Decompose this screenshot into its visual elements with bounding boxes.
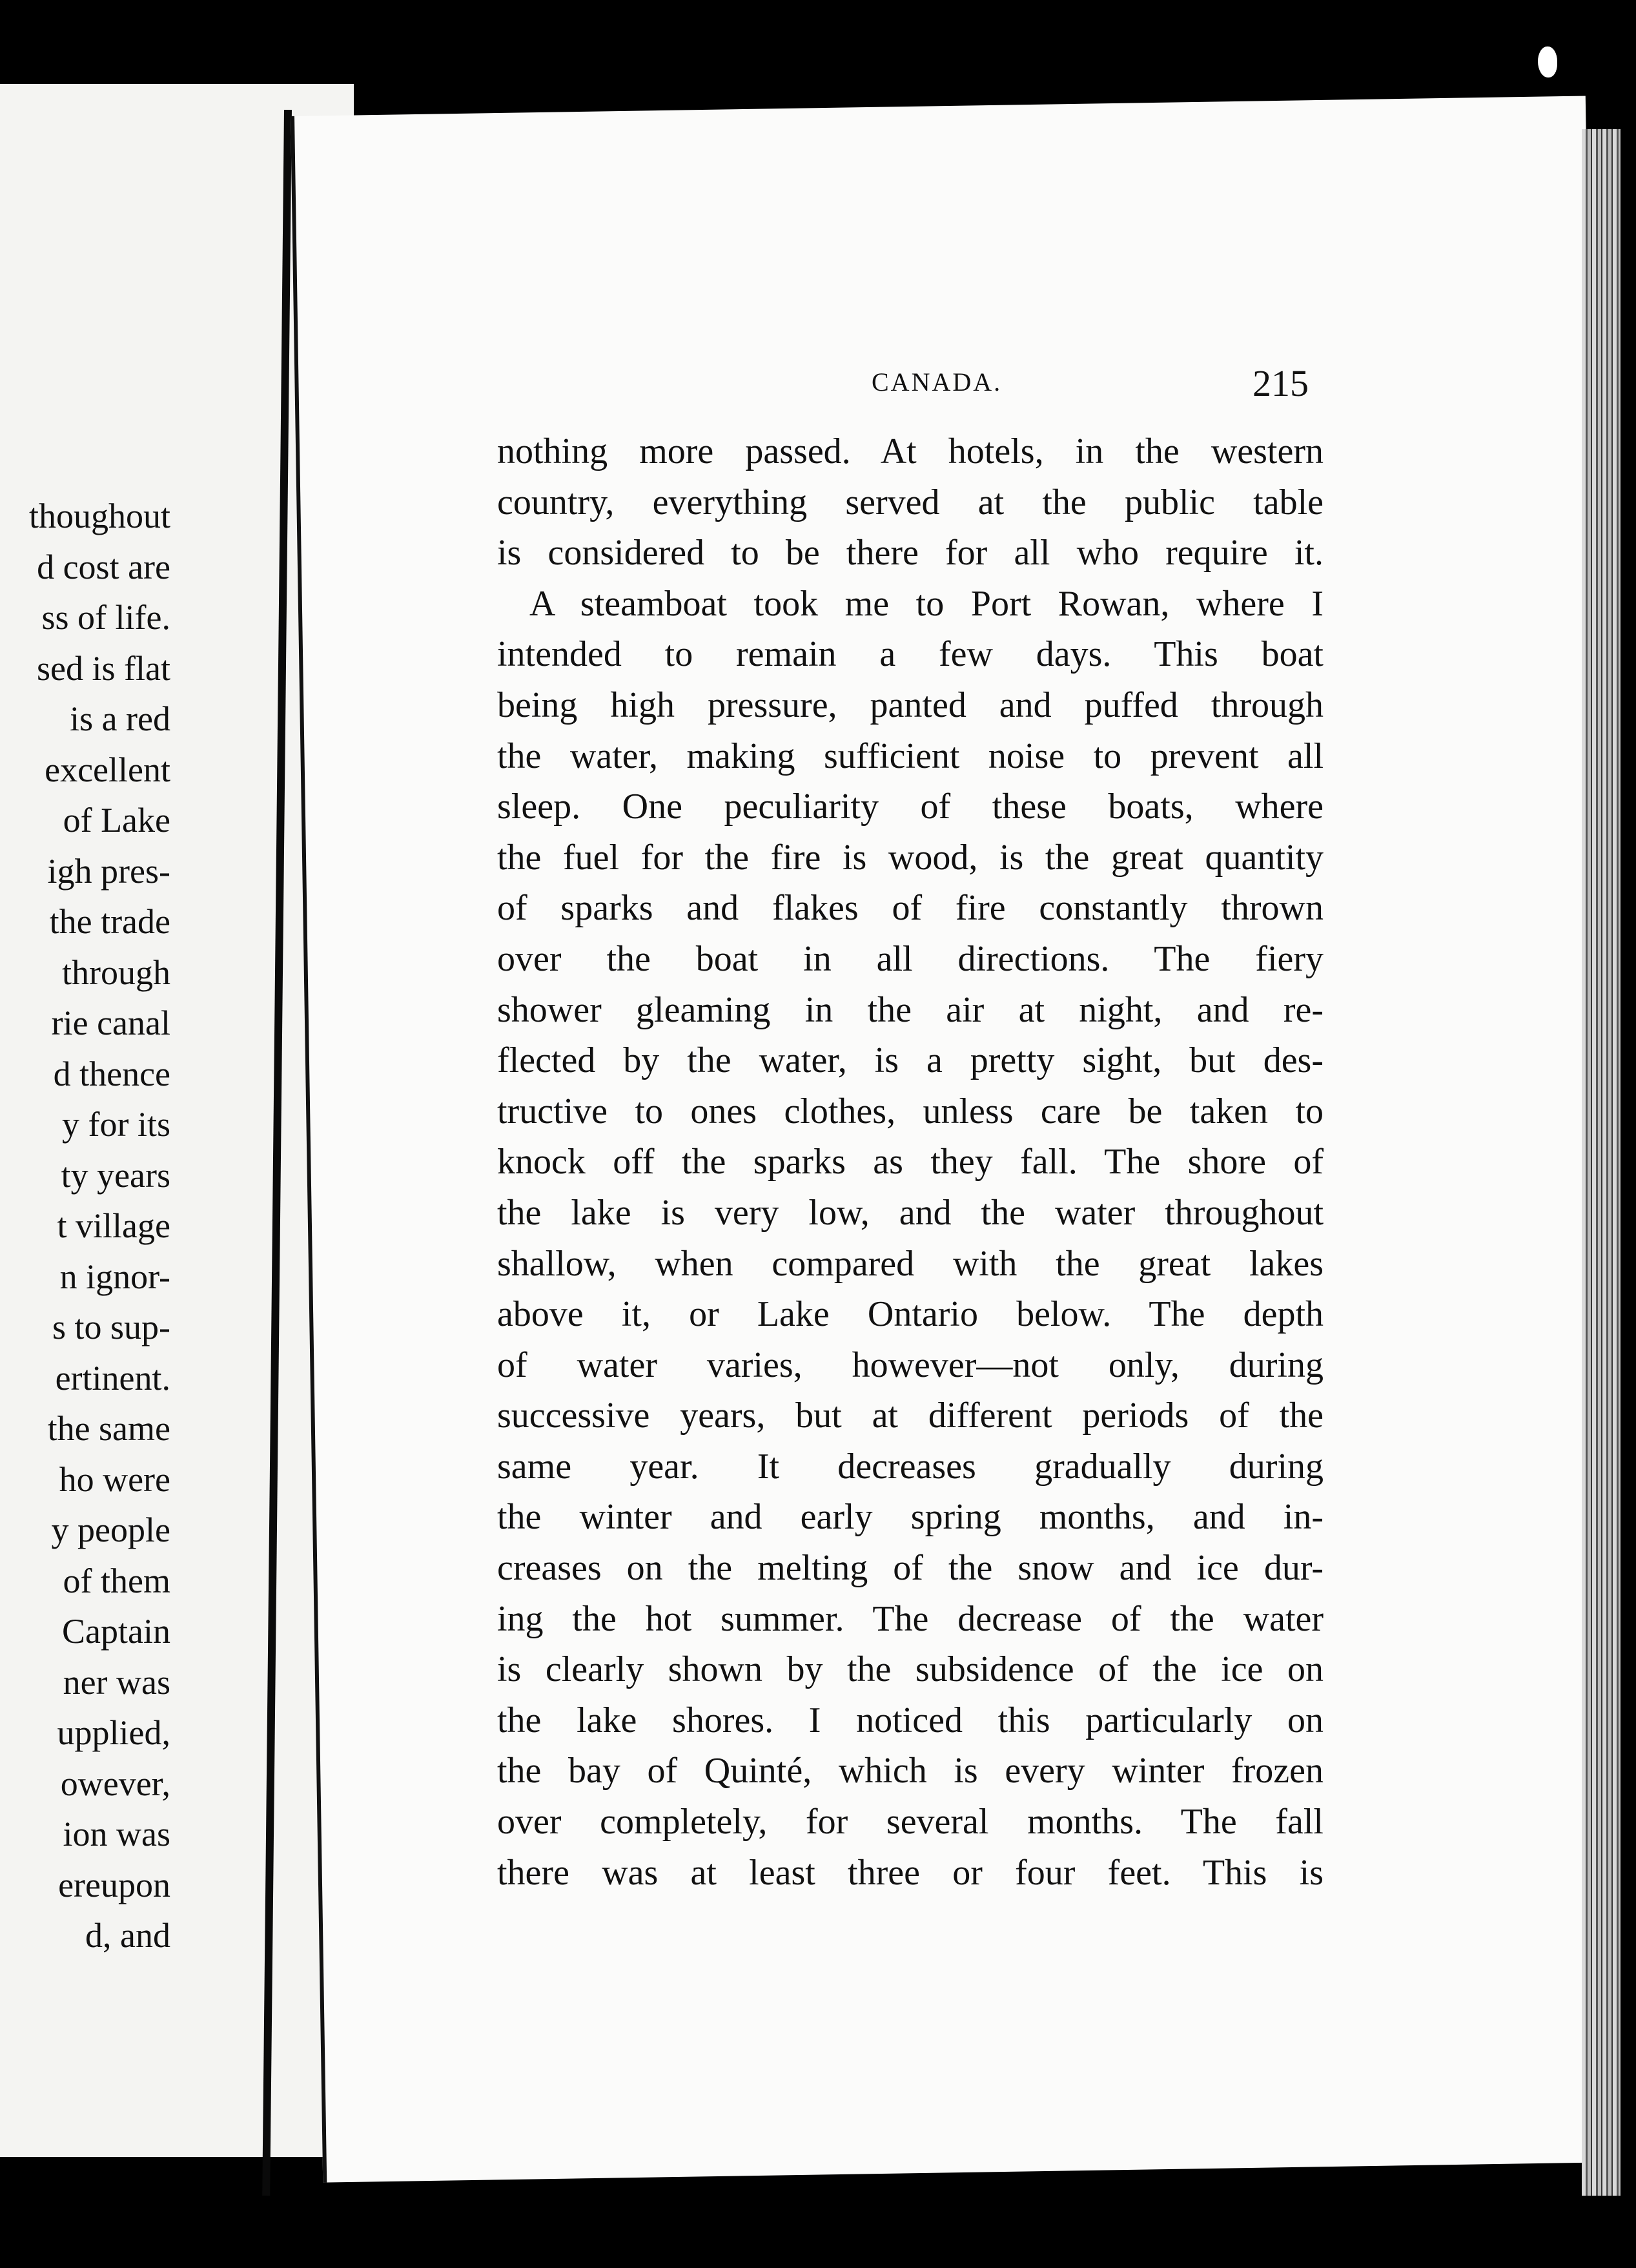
- left-line: rie canal: [51, 1004, 170, 1042]
- left-line: upplied,: [57, 1713, 170, 1752]
- body-line: is clearly shown by the subsidence of the ice on: [497, 1649, 1324, 1690]
- page-header: [491, 362, 1317, 407]
- page-edges: [1582, 129, 1621, 2196]
- left-line: the trade: [49, 902, 170, 941]
- body-line: country, everything served at the public table: [497, 482, 1324, 522]
- left-page-text: [0, 491, 170, 1961]
- left-line: t village: [57, 1206, 170, 1245]
- scan-mark: [1538, 46, 1557, 77]
- left-line: d, and: [85, 1916, 170, 1955]
- body-line: flected by the water, is a pretty sight, but des-: [497, 1040, 1324, 1081]
- body-line: over completely, for several months. The fall: [497, 1802, 1324, 1842]
- body-line: shower gleaming in the air at night, and re-: [497, 989, 1324, 1030]
- body-line: creases on the melting of the snow and ice dur-: [497, 1548, 1324, 1589]
- body-line: shallow, when compared with the great lakes: [497, 1243, 1324, 1284]
- left-line: s to sup-: [52, 1308, 170, 1346]
- body-line: tructive to ones clothes, unless care be taken to: [497, 1091, 1324, 1131]
- left-line: ho were: [59, 1459, 170, 1499]
- left-line: of them: [63, 1561, 170, 1600]
- left-line: Captain: [62, 1612, 170, 1651]
- body-line: over the boat in all directions. The fiery: [497, 938, 1324, 979]
- left-line: igh pres-: [47, 851, 170, 891]
- left-line: thoughout: [28, 497, 170, 535]
- body-text: [497, 426, 1324, 1898]
- body-line: being high pressure, panted and puffed through: [497, 685, 1324, 725]
- left-line: ner was: [63, 1662, 170, 1702]
- body-line: sleep. One peculiarity of these boats, where: [497, 787, 1324, 827]
- left-line: sed is flat: [37, 648, 170, 688]
- left-line: d thence: [53, 1054, 170, 1093]
- body-line: above it, or Lake Ontario below. The depth: [497, 1294, 1324, 1335]
- left-line: ss of life.: [41, 598, 170, 637]
- left-line: d cost are: [37, 547, 170, 586]
- body-line: there was at least three or four feet. This is: [497, 1852, 1324, 1893]
- body-line: is considered to be there for all who require it.: [497, 533, 1324, 573]
- body-line: the water, making sufficient noise to prevent all: [497, 736, 1324, 776]
- body-line: successive years, but at different periods of the: [497, 1396, 1324, 1436]
- left-line: excellent: [45, 750, 170, 789]
- body-line: ing the hot summer. The decrease of the water: [497, 1598, 1324, 1639]
- body-line: of water varies, however—not only, during: [497, 1345, 1324, 1385]
- body-line: nothing more passed. At hotels, in the western: [497, 431, 1324, 471]
- left-line: the same: [47, 1409, 170, 1448]
- body-line: intended to remain a few days. This boat: [497, 634, 1324, 675]
- body-line: of sparks and flakes of fire constantly thrown: [497, 888, 1324, 929]
- left-line: ion was: [63, 1815, 170, 1853]
- left-line: n ignor-: [59, 1257, 170, 1296]
- body-line: the bay of Quinté, which is every winter frozen: [497, 1751, 1324, 1791]
- left-line: ereupon: [58, 1865, 170, 1904]
- left-line: is a red: [70, 699, 170, 738]
- body-line: A steamboat took me to Port Rowan, where I: [529, 583, 1324, 624]
- left-line: ertinent.: [55, 1358, 170, 1397]
- left-line: ty years: [61, 1155, 170, 1195]
- left-line: y for its: [62, 1105, 170, 1144]
- left-line: y people: [51, 1510, 170, 1549]
- body-line: the lake shores. I noticed this particularly on: [497, 1700, 1324, 1740]
- body-line: the lake is very low, and the water throughout: [497, 1192, 1324, 1233]
- left-line: of Lake: [63, 801, 170, 840]
- left-line: through: [62, 953, 170, 992]
- page-number: 215: [1253, 362, 1309, 404]
- running-head: CANADA.: [872, 367, 1003, 397]
- body-line: same year. It decreases gradually during: [497, 1446, 1324, 1487]
- body-line: the fuel for the fire is wood, is the great quantity: [497, 837, 1324, 878]
- body-line: the winter and early spring months, and in-: [497, 1497, 1324, 1538]
- left-line: owever,: [60, 1764, 170, 1803]
- body-line: knock off the sparks as they fall. The shore of: [497, 1142, 1324, 1182]
